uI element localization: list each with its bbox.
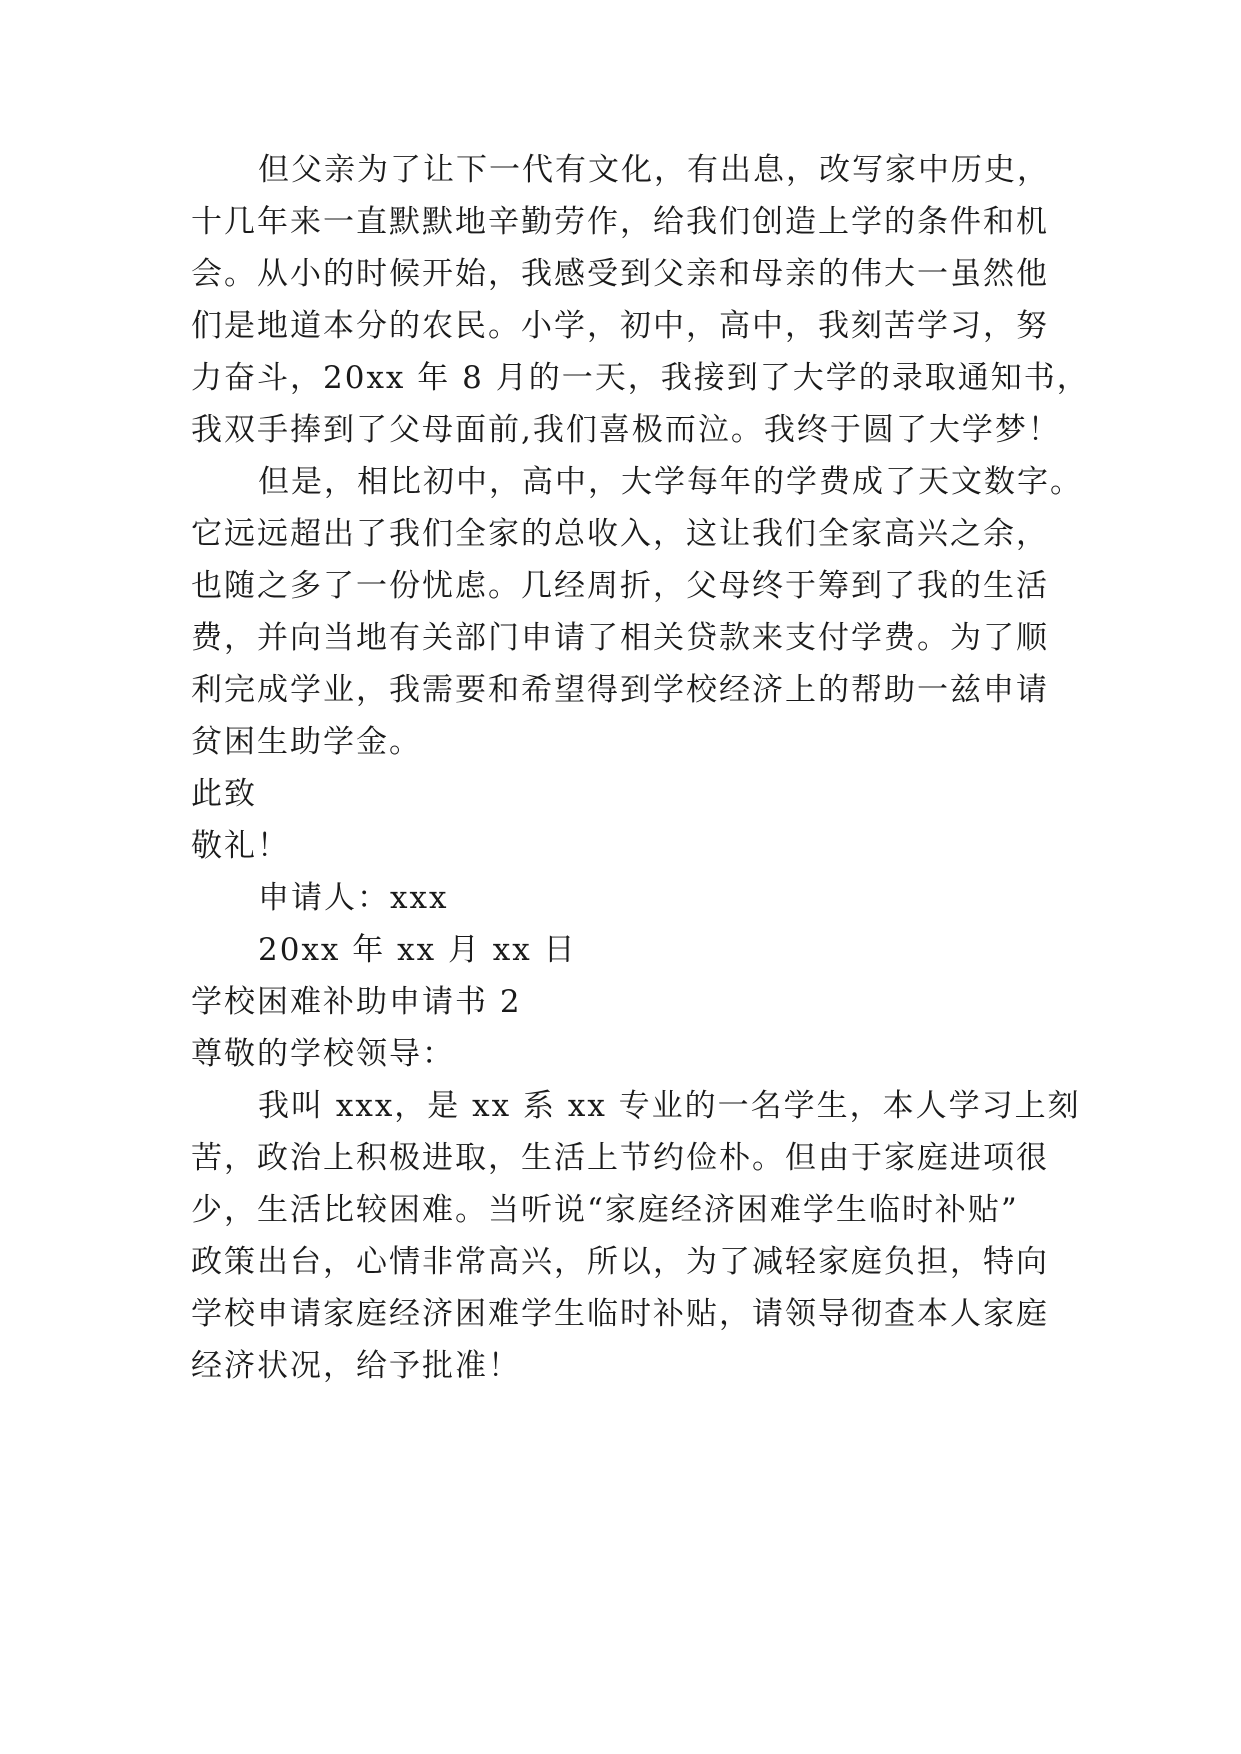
paragraph-line: 贫困生助学金。 bbox=[191, 724, 422, 760]
paragraph-line: 也随之多了一份忧虑。几经周折，父母终于筹到了我的生活 bbox=[191, 568, 1049, 604]
paragraph-line: 力奋斗，20xx 年 8 月的一天，我接到了大学的录取通知书， bbox=[191, 360, 1090, 396]
closing-salutation: 此致 bbox=[191, 776, 257, 812]
paragraph-line: 我叫 xxx，是 xx 系 xx 专业的一名学生，本人学习上刻 bbox=[258, 1088, 1081, 1124]
paragraph-line: 费，并向当地有关部门申请了相关贷款来支付学费。为了顺 bbox=[191, 620, 1049, 656]
paragraph-line: 政策出台，心情非常高兴，所以，为了减轻家庭负担，特向 bbox=[191, 1244, 1049, 1280]
paragraph-line: 经济状况，给予批准！ bbox=[191, 1348, 521, 1384]
paragraph-line: 们是地道本分的农民。小学，初中，高中，我刻苦学习，努 bbox=[191, 308, 1049, 344]
paragraph-line: 会。从小的时候开始，我感受到父亲和母亲的伟大一虽然他 bbox=[191, 256, 1049, 292]
closing-regards: 敬礼！ bbox=[191, 828, 290, 864]
paragraph-line: 它远远超出了我们全家的总收入，这让我们全家高兴之余， bbox=[191, 516, 1049, 552]
paragraph-line: 但父亲为了让下一代有文化，有出息，改写家中历史， bbox=[258, 152, 1050, 188]
applicant-signature: 申请人：xxx bbox=[258, 880, 449, 916]
paragraph-line: 利完成学业，我需要和希望得到学校经济上的帮助一兹申请 bbox=[191, 672, 1049, 708]
paragraph-line: 十几年来一直默默地辛勤劳作，给我们创造上学的条件和机 bbox=[191, 204, 1049, 240]
paragraph-line: 但是，相比初中，高中，大学每年的学费成了天文数字。 bbox=[258, 464, 1083, 500]
section-title: 学校困难补助申请书 2 bbox=[191, 984, 522, 1020]
paragraph-line: 少，生活比较困难。当听说“家庭经济困难学生临时补贴” bbox=[191, 1192, 1019, 1228]
paragraph-line: 我双手捧到了父母面前,我们喜极而泣。我终于圆了大学梦！ bbox=[191, 412, 1061, 448]
paragraph-line: 学校申请家庭经济困难学生临时补贴，请领导彻查本人家庭 bbox=[191, 1296, 1049, 1332]
signature-date: 20xx 年 xx 月 xx 日 bbox=[258, 932, 577, 968]
paragraph-line: 苦，政治上积极进取，生活上节约俭朴。但由于家庭进项很 bbox=[191, 1140, 1049, 1176]
greeting: 尊敬的学校领导： bbox=[191, 1036, 455, 1072]
